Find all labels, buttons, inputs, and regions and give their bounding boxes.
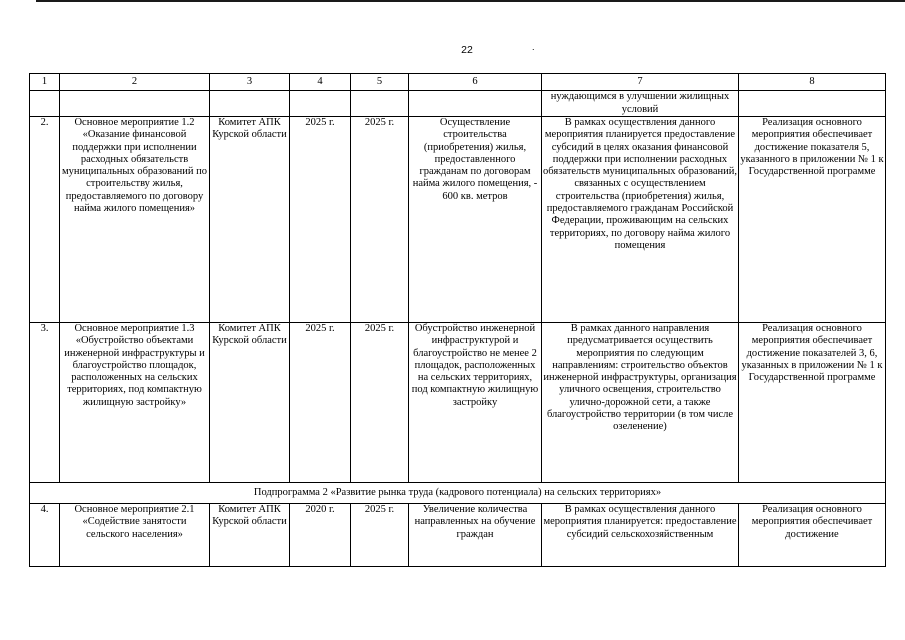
empty-cell	[739, 91, 886, 117]
row-number: 3.	[30, 323, 60, 483]
executor-cell: Комитет АПК Курской области	[210, 323, 290, 483]
header-cell: 6	[409, 74, 542, 91]
row-number: 2.	[30, 117, 60, 323]
empty-cell	[290, 91, 351, 117]
end-year: 2025 г.	[351, 323, 409, 483]
header-cell: 7	[542, 74, 739, 91]
empty-cell	[351, 91, 409, 117]
table-row	[30, 117, 886, 323]
subprogram-row	[30, 483, 886, 504]
expected-result: Осуществление строительства (приобретения) жилья, предоставленного гражданам по договорам найма жилого помещения, - 600 кв. метров	[409, 117, 542, 323]
indicator-link: Реализация основного мероприятия обеспечивает достижение показателя 5, указанного в приложении № 1 к Государственной программе	[739, 117, 886, 323]
empty-cell	[210, 91, 290, 117]
activities-table	[29, 73, 886, 567]
table-row	[30, 323, 886, 483]
start-year: 2025 г.	[290, 323, 351, 483]
activity-name: Основное мероприятие 1.2 «Оказание финансовой поддержки при исполнении расходных обязательств муниципальных образований по строительству жилья, предоставляемого по договору найма жилого помещения»	[60, 117, 210, 323]
empty-cell	[30, 91, 60, 117]
subprogram-title: Подпрограмма 2 «Развитие рынка труда (кадрового потенциала) на сельских территориях»	[30, 483, 886, 504]
continuation-row	[30, 91, 886, 117]
scan-mark: .	[532, 42, 535, 52]
indicator-link: Реализация основного мероприятия обеспечивает достижение показателей 3, 6, указанных в приложении № 1 к Государственной программе	[739, 323, 886, 483]
table-row	[30, 504, 886, 567]
start-year: 2025 г.	[290, 117, 351, 323]
header-cell: 3	[210, 74, 290, 91]
end-year: 2025 г.	[351, 117, 409, 323]
header-cell: 1	[30, 74, 60, 91]
empty-cell	[409, 91, 542, 117]
empty-cell	[60, 91, 210, 117]
header-cell: 5	[351, 74, 409, 91]
executor-cell: Комитет АПК Курской области	[210, 117, 290, 323]
header-cell: 8	[739, 74, 886, 91]
expected-result: Обустройство инженерной инфраструктурой и благоустройство не менее 2 площадок, расположенных на сельских территориях, под компактную жилищную застройку	[409, 323, 542, 483]
expected-result: Увеличение количества направленных на обучение граждан	[409, 504, 542, 567]
activity-content: В рамках данного направления предусматривается осуществить мероприятия по следующим направлениям: строительство объектов инженерной инфраструктуры, организация уличного освещения, строительство улично-дорожной сети, а также благоустройство территории (в том числе озеленение)	[542, 323, 739, 483]
end-year: 2025 г.	[351, 504, 409, 567]
row-number: 4.	[30, 504, 60, 567]
content-cell: нуждающимся в улучшении жилищных условий	[542, 91, 739, 117]
activity-content: В рамках осуществления данного мероприятия планируется: предоставление субсидий сельскохозяйственным	[542, 504, 739, 567]
header-cell: 2	[60, 74, 210, 91]
top-border-line	[36, 0, 905, 2]
executor-cell: Комитет АПК Курской области	[210, 504, 290, 567]
indicator-link: Реализация основного мероприятия обеспечивает достижение	[739, 504, 886, 567]
header-row	[30, 74, 886, 91]
activity-name: Основное мероприятие 1.3 «Обустройство объектами инженерной инфраструктуры и благоустройство площадок, расположенных на сельских территориях, под компактную жилищную застройку»	[60, 323, 210, 483]
activity-content: В рамках осуществления данного мероприятия планируется предоставление субсидий в целях оказания финансовой поддержки при исполнении расходных обязательств муниципальных образований, связанных с осуществлением строительства (приобретения) жилья, предоставляемого гражданам Российской Федерации, проживающим на сельских территориях, по договору найма жилого помещения	[542, 117, 739, 323]
activity-name: Основное мероприятие 2.1 «Содействие занятости сельского населения»	[60, 504, 210, 567]
start-year: 2020 г.	[290, 504, 351, 567]
page-number: 22	[461, 44, 473, 56]
header-cell: 4	[290, 74, 351, 91]
